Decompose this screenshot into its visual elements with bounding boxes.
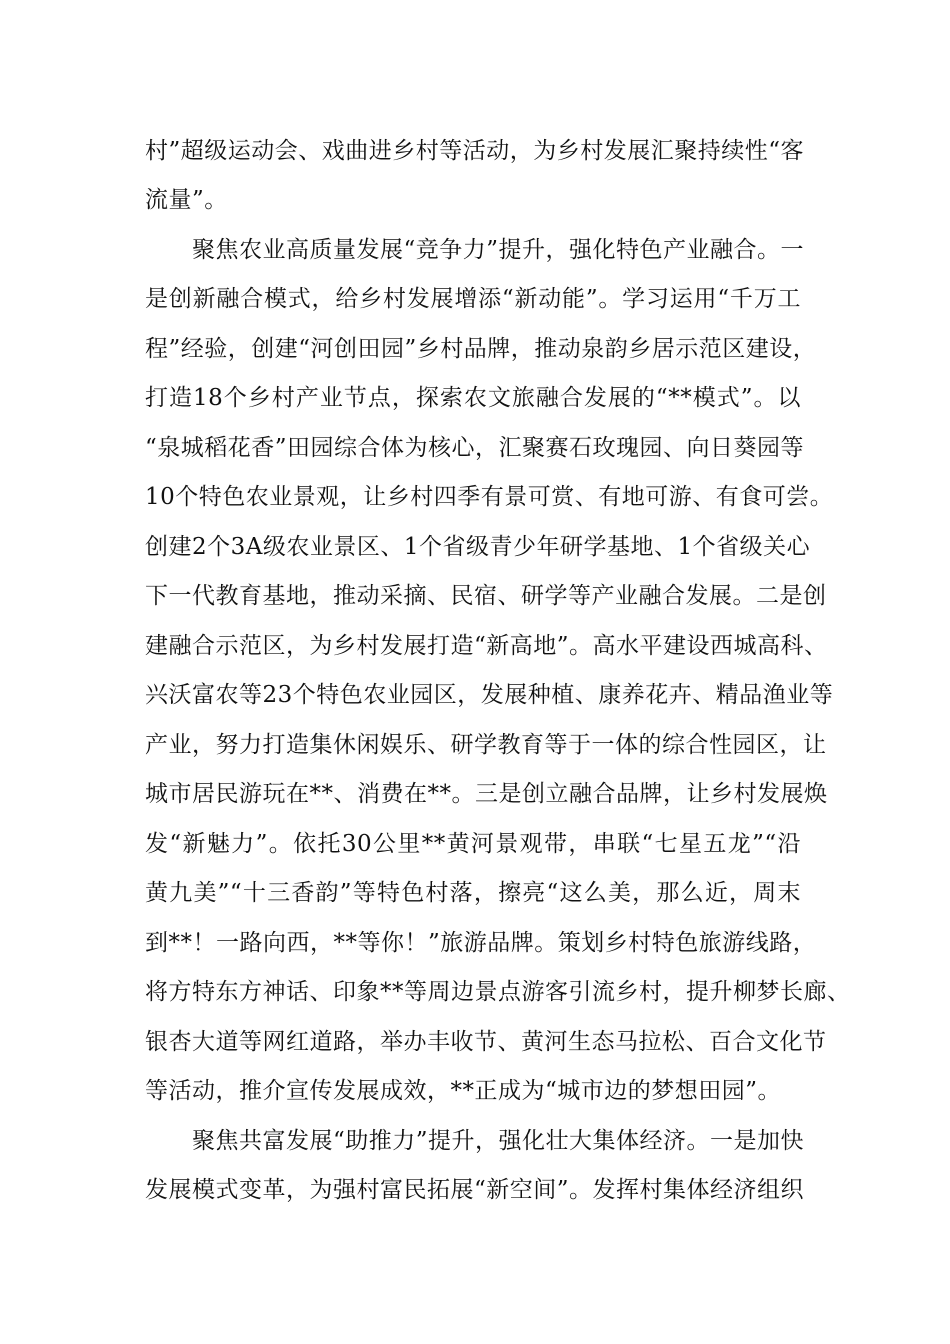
- text-line: 10个特色农业景观，让乡村四季有景可赏、有地可游、有食可尝。: [145, 484, 834, 510]
- text-line: 村”超级运动会、戏曲进乡村等活动，为乡村发展汇聚持续性“客: [145, 138, 805, 164]
- text-line: 城市居民游玩在**、消费在**。三是创立融合品牌，让乡村发展焕: [145, 781, 828, 807]
- text-line: 下一代教育基地，推动采摘、民宿、研学等产业融合发展。二是创: [145, 583, 827, 609]
- text-line: 建融合示范区，为乡村发展打造“新高地”。高水平建设西城高科、: [145, 633, 828, 659]
- text-line: 将方特东方神话、印象**等周边景点游客引流乡村，提升柳梦长廊、: [145, 979, 851, 1005]
- text-line: 发展模式变革，为强村富民拓展“新空间”。发挥村集体经济组织: [145, 1177, 805, 1203]
- text-line: 打造18个乡村产业节点，探索农文旅融合发展的“**模式”。以: [145, 385, 801, 411]
- text-line: “泉城稻花香”田园综合体为核心，汇聚赛石玫瑰园、向日葵园等: [145, 435, 805, 461]
- text-line: 银杏大道等网红道路，举办丰收节、黄河生态马拉松、百合文化节: [145, 1029, 827, 1055]
- text-line: 到**！一路向西，**等你！”旅游品牌。策划乡村特色旅游线路，: [145, 930, 817, 956]
- text-line: 程”经验，创建“河创田园”乡村品牌，推动泉韵乡居示范区建设，: [145, 336, 817, 362]
- text-line: 等活动，推介宣传发展成效，**正成为“城市边的梦想田园”。: [145, 1078, 782, 1104]
- paragraph-first-line: 聚焦共富发展“助推力”提升，强化壮大集体经济。一是加快: [192, 1128, 805, 1154]
- text-line: 是创新融合模式，给乡村发展增添“新动能”。学习运用“千万工: [145, 286, 801, 312]
- text-line: 流量”。: [145, 187, 228, 213]
- text-line: 黄九美”“十三香韵”等特色村落，擦亮“这么美，那么近，周末: [145, 880, 801, 906]
- text-line: 发“新魅力”。依托30公里**黄河景观带，串联“七星五龙”“沿: [145, 831, 801, 857]
- text-line: 产业，努力打造集休闲娱乐、研学教育等于一体的综合性园区，让: [145, 732, 827, 758]
- text-line: 兴沃富农等23个特色农业园区，发展种植、康养花卉、精品渔业等: [145, 682, 834, 708]
- text-line: 创建2个3A级农业景区、1个省级青少年研学基地、1个省级关心: [145, 534, 811, 560]
- paragraph-first-line: 聚焦农业高质量发展“竞争力”提升，强化特色产业融合。一: [192, 237, 805, 263]
